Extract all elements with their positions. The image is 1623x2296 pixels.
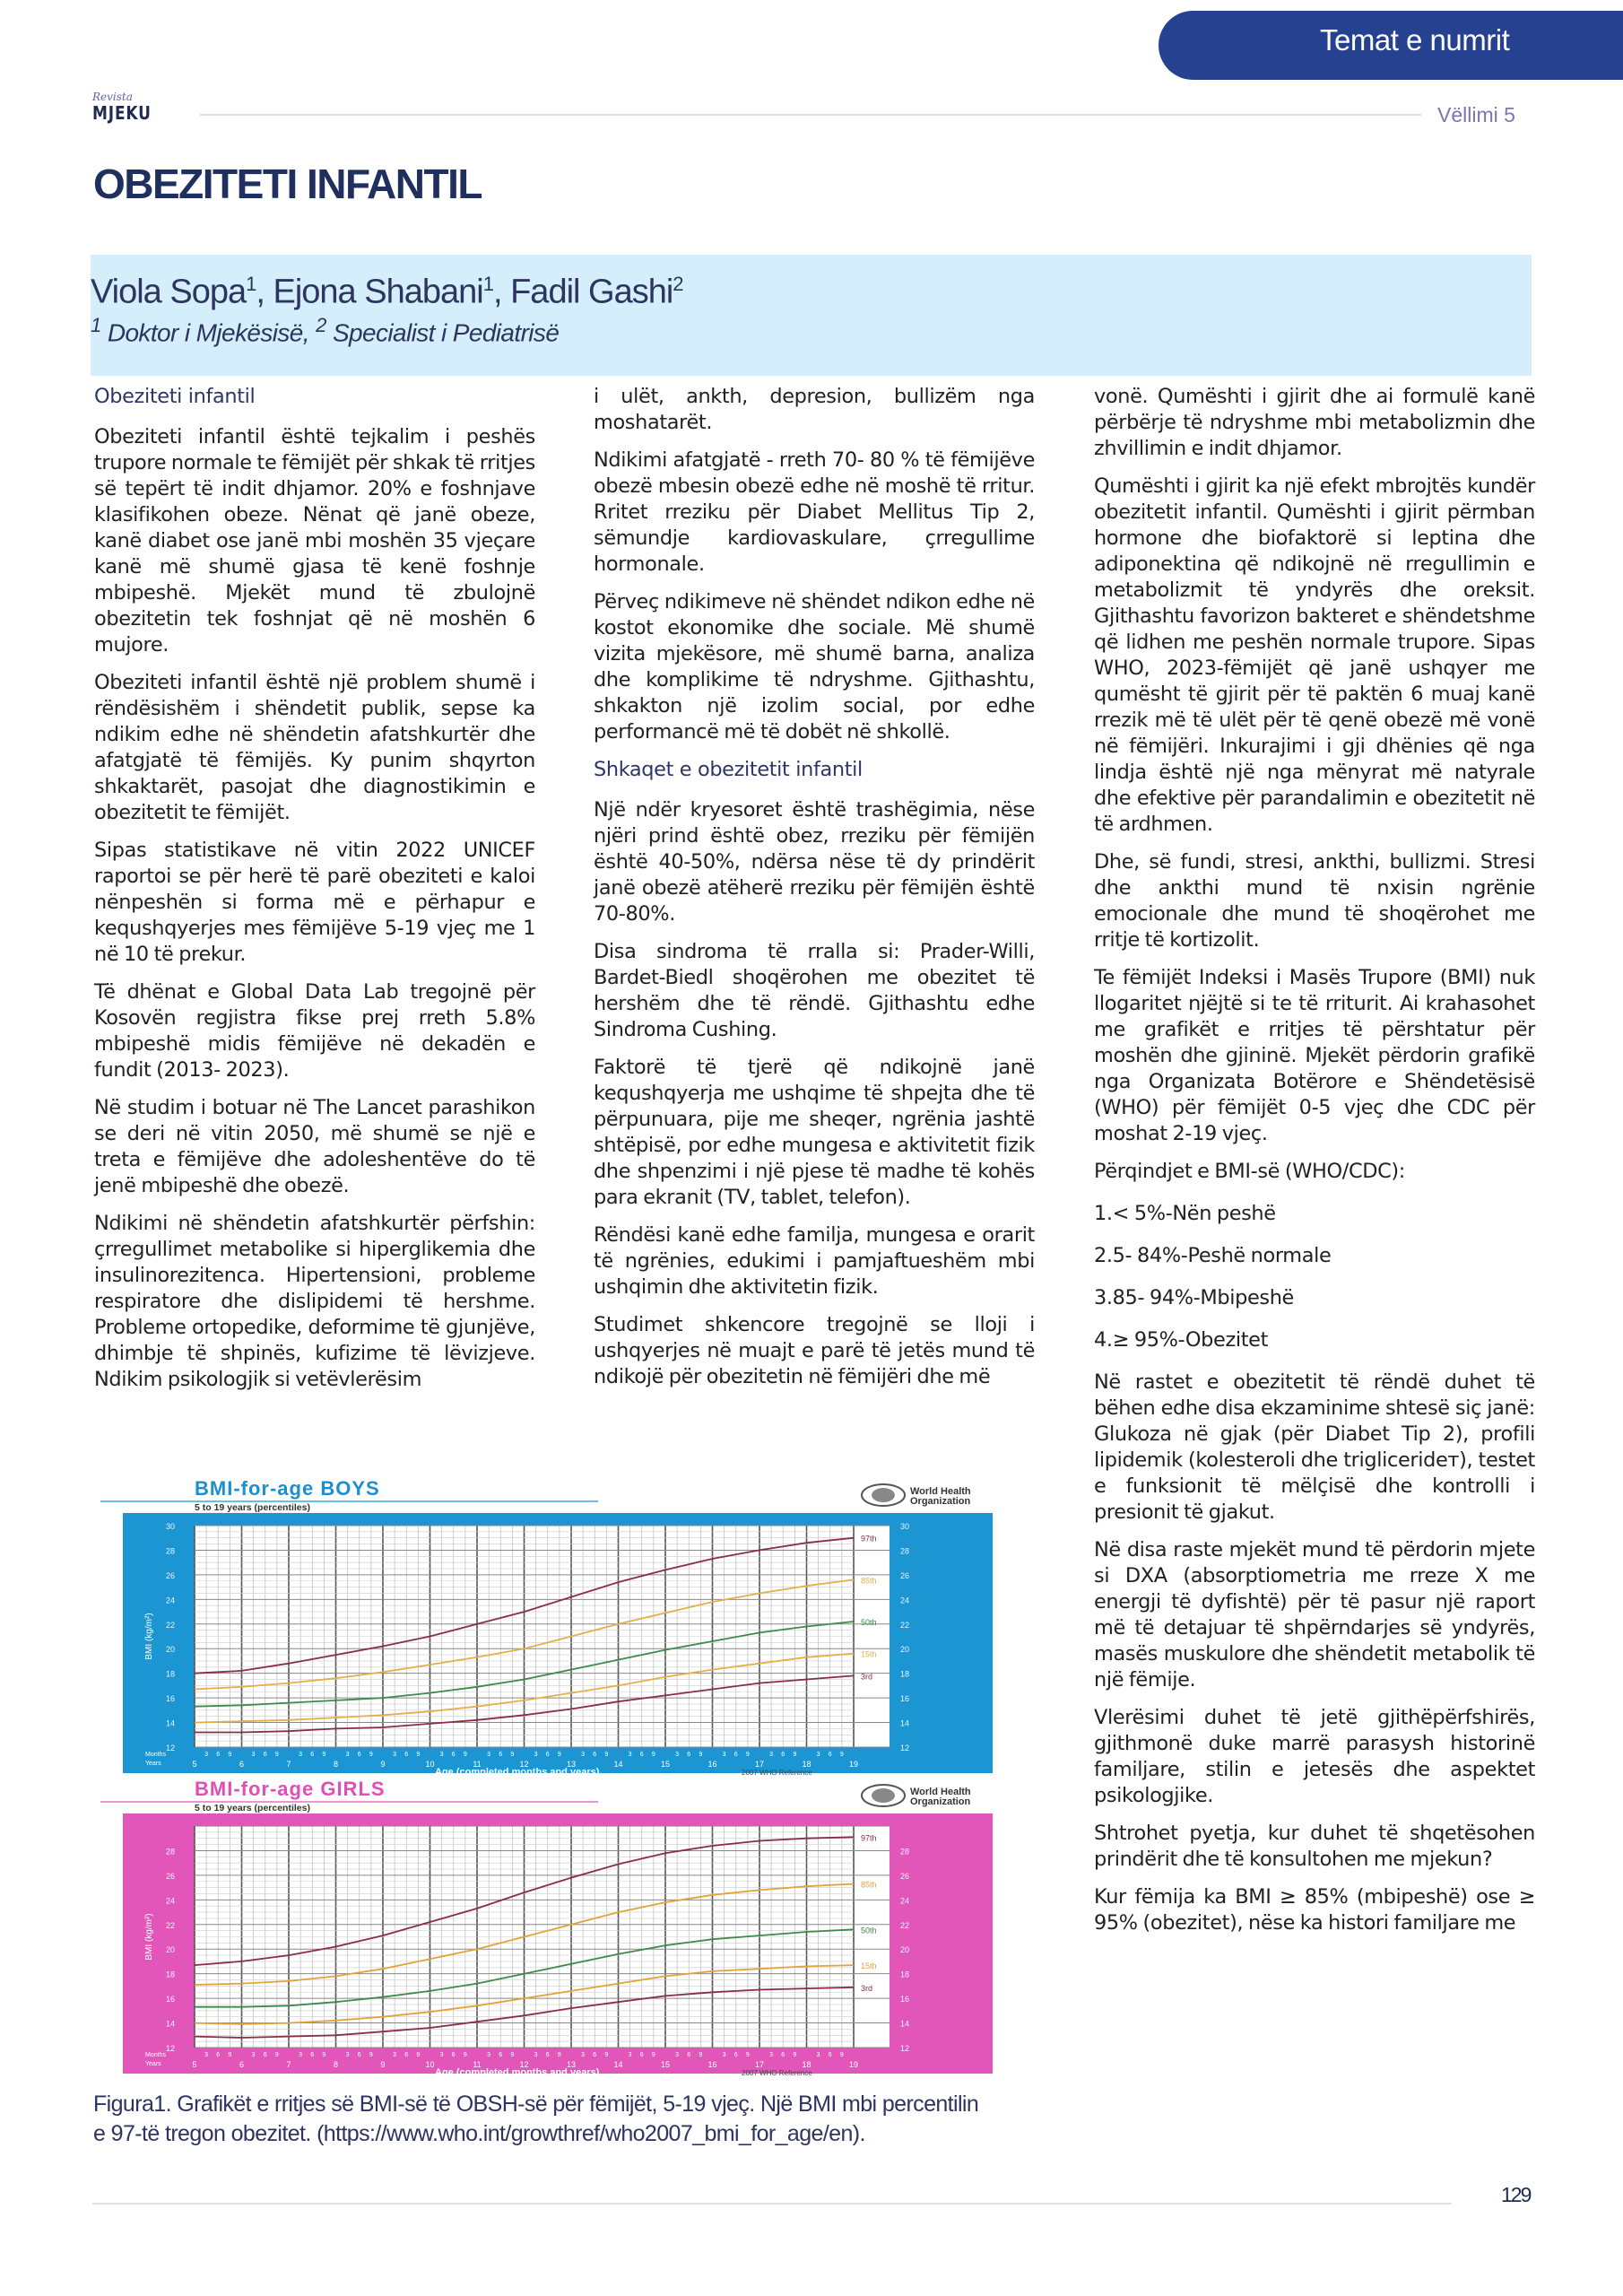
percentile-label: 97th	[861, 1833, 877, 1843]
x-month-label: 6	[733, 2052, 738, 2058]
x-row-label-years: Years	[145, 1761, 161, 1767]
paragraph: Faktorë të tjerë që ndikojnë janë kequshqyerja me ushqime të shpejta dhe të përpunuara, pije me sheqer, ngrënia jashtë shtëpisë, por edhe mungesa e aktivitetit fizik dhe shpenzimi i një pjese të madhe të kohës para ekranit (TV, tablet, telefon).	[594, 1056, 1035, 1209]
paragraph: Të dhënat e Global Data Lab tregojnë për Kosovën regjistra fikse prej rreth 5.8% mbipeshë midis fëmijëve në dekadën e fundit (2013- 2023).	[94, 980, 535, 1082]
y-tick-label-right: 22	[900, 1620, 910, 1630]
x-month-label: 6	[451, 2052, 456, 2058]
header-divider	[200, 114, 1421, 116]
y-tick-label-right: 22	[900, 1920, 910, 1930]
x-month-label: 3	[345, 2052, 350, 2058]
article-title: OBEZITETI INFANTIL	[93, 161, 482, 207]
x-month-label: 3	[393, 1752, 397, 1758]
x-month-label: 3	[816, 1752, 820, 1758]
chart-girls-svg	[96, 1776, 1033, 2076]
x-month-label: 3	[769, 1752, 774, 1758]
paragraph: Ndikimi në shëndetin afatshkurtër përfshin: çrregullimet metabolike si hiperglikemia dhe insulinorezitenca. Hipertensioni, probleme respiratore dhe dislipidemi të hershme. Probleme ortopedike, deformime të gjunjëve, dhimbje të shpinës, kufizime të lëvizjeve. Ndikim psikologjik si vetëvlerësim	[94, 1212, 535, 1391]
percentile-label: 15th	[861, 1961, 877, 1971]
section-heading: Obeziteti infantil	[94, 385, 256, 408]
x-month-label: 9	[793, 2052, 797, 2058]
x-tick-label: 12	[519, 2060, 529, 2069]
paragraph: i ulët, ankth, depresion, bullizëm nga moshatarët.	[594, 385, 1035, 434]
paragraph: Obeziteti infantil është një problem shumë i rëndësishëm i shëndetit publik, sepse ka ndikim edhe në shëndetin afatshkurtër dhe afatgjatë të fëmijës. Ky punim shqyrton shkaktarët, pasojat dhe diagnostikimin e obezitetit te fëmijët.	[94, 671, 535, 824]
y-tick-label-right: 28	[900, 1546, 910, 1556]
paragraph: Studimet shkencore tregojnë se lloji i ushqyerjes në muajt e parë të jetës mund të ndikojë për obezitetin në fëmijëri dhe më	[594, 1313, 1035, 1388]
x-tick-label: 18	[802, 1760, 812, 1769]
x-month-label: 6	[639, 1752, 644, 1758]
y-tick-label-right: 24	[900, 1896, 910, 1906]
x-tick-label: 7	[286, 1760, 291, 1769]
x-month-label: 3	[581, 2052, 586, 2058]
list-item: 3.85- 94%-Mbipeshë	[1094, 1286, 1294, 1309]
y-tick-label-left: 20	[165, 1945, 175, 1955]
paragraph: vonë. Qumështi i gjirit dhe ai formulë kanë përbërje të ndryshme mbi metabolizmin dhe zhvillimin e indit dhjamor.	[1094, 385, 1535, 460]
y-axis-label: BMI (kg/m²)	[144, 1913, 154, 1961]
x-month-label: 6	[451, 1752, 456, 1758]
x-month-label: 9	[322, 2052, 326, 2058]
paragraph: Kur fëmija ka BMI ≥ 85% (mbipeshë) ose ≥ 95% (obezitet), nëse ka histori familjare me	[1094, 1885, 1535, 1935]
x-month-label: 9	[416, 2052, 421, 2058]
x-month-label: 9	[699, 2052, 703, 2058]
who-name-line1: World Health	[910, 1787, 971, 1797]
x-month-label: 9	[557, 1752, 561, 1758]
author-name: Viola Sopa	[91, 273, 247, 311]
x-month-label: 9	[651, 2052, 655, 2058]
x-month-label: 9	[228, 1752, 232, 1758]
y-tick-label-left: 28	[165, 1546, 175, 1556]
y-tick-label-left: 16	[165, 1694, 175, 1704]
x-month-label: 9	[745, 2052, 750, 2058]
paragraph: Qumështi i gjirit ka një efekt mbrojtës kundër obezitetit infantil. Qumështi i gjirit përmban hormone dhe biofaktorë si leptina dhe adiponektina që ndikojnë në rregullimin e metabolizmit të yndyrës dhe oreksit. Gjithashtu favorizon bakteret e shëndetshme që lidhen me peshën normale trupore. Sipas WHO, 2023-fëmijët që janë ushqyer me qumësht të gjirit për të paktën 6 muaj kanë rrezik më të ulët për të qenë obezë më vonë në fëmijëri. Inkurajimi i gji dhënies që nga lindja është një nga mënyrat më natyrale dhe efektive për parandalimin e obezitetit në të ardhmen.	[1094, 474, 1535, 836]
paragraph: Rëndësi kanë edhe familja, mungesa e orarit të ngrënies, edukimi i pamjaftueshëm mbi ushqimin dhe aktivitetin fizik.	[594, 1223, 1035, 1299]
x-tick-label: 8	[333, 1760, 339, 1769]
x-axis-label: Age (completed months and years)	[435, 2067, 600, 2076]
x-tick-label: 11	[473, 1760, 482, 1769]
x-month-label: 3	[675, 1752, 680, 1758]
x-month-label: 6	[263, 1752, 267, 1758]
x-month-label: 6	[499, 1752, 503, 1758]
x-month-label: 9	[463, 2052, 467, 2058]
paragraph: Ndikimi afatgjatë - rreth 70- 80 % të fëmijëve obezë mbesin obezë edhe në moshë të rritur. Rritet rreziku për Diabet Mellitus Tip 2, sëmundje kardiovaskulare, çrregullime hormonale.	[594, 448, 1035, 576]
journal-logo	[92, 91, 161, 123]
x-month-label: 9	[604, 2052, 609, 2058]
y-tick-label-left: 14	[165, 1718, 175, 1728]
percentile-label: 15th	[861, 1649, 877, 1659]
x-month-label: 3	[722, 2052, 726, 2058]
y-tick-label-left: 20	[165, 1645, 175, 1655]
paragraph: Në studim i botuar në The Lancet parashikon se deri në vitin 2050, më shumë se një e treta e fëmijëve dhe adoleshentëve do të jenë mbipeshë dhe obezë.	[94, 1096, 535, 1197]
x-tick-label: 9	[380, 1760, 386, 1769]
paragraph: Vlerësimi duhet të jetë gjithëpërfshirës, gjithmonë duke marrë parasysh historinë familjare, stilin e jetesës dhe aspektet psikologjike.	[1094, 1706, 1535, 1807]
y-tick-label-left: 12	[165, 1744, 175, 1752]
volume-label: Vëllimi 5	[1437, 103, 1515, 126]
x-tick-label: 8	[333, 2060, 339, 2069]
percentile-label: 50th	[861, 1926, 877, 1935]
x-month-label: 6	[545, 1752, 550, 1758]
x-month-label: 3	[393, 2052, 397, 2058]
x-tick-label: 15	[660, 1760, 671, 1769]
affiliation: Specialist i Pediatrisë	[332, 318, 560, 347]
x-tick-label: 16	[707, 1760, 717, 1769]
who-name-line2: Organization	[910, 1496, 971, 1507]
y-tick-label-right: 18	[900, 1669, 910, 1679]
list-item: 2.5- 84%-Peshë normale	[1094, 1244, 1332, 1267]
y-tick-label-left: 18	[165, 1669, 175, 1679]
y-tick-label-left: 22	[165, 1920, 175, 1930]
y-tick-label-left: 24	[165, 1596, 175, 1605]
y-tick-label-right: 12	[900, 1744, 910, 1752]
x-month-label: 6	[687, 2052, 691, 2058]
author-box	[91, 255, 1532, 376]
x-month-label: 9	[604, 1752, 609, 1758]
y-tick-label-right: 20	[900, 1945, 910, 1955]
x-month-label: 3	[299, 1752, 303, 1758]
paragraph: Dhe, së fundi, stresi, ankthi, bullizmi. Stresi dhe ankthi mund të nxisin ngrënie emocionale dhe mund të shoqërohet me rritje të kortizolit.	[1094, 850, 1535, 952]
y-tick-label-left: 24	[165, 1896, 175, 1906]
y-axis-label: BMI (kg/m²)	[144, 1613, 154, 1660]
x-month-label: 9	[651, 1752, 655, 1758]
x-row-label-months: Months	[145, 1752, 166, 1758]
x-month-label: 6	[781, 2052, 785, 2058]
chart-subtitle: 5 to 19 years (percentiles)	[195, 1502, 310, 1513]
x-tick-label: 19	[848, 1760, 859, 1769]
x-month-label: 6	[404, 2052, 409, 2058]
x-month-label: 6	[828, 1752, 832, 1758]
x-month-label: 3	[439, 1752, 444, 1758]
y-tick-label-left: 18	[165, 1970, 175, 1979]
x-tick-label: 11	[473, 2060, 482, 2069]
x-month-label: 9	[463, 1752, 467, 1758]
x-tick-label: 14	[613, 1760, 623, 1769]
x-month-label: 3	[769, 2052, 774, 2058]
who-name-line1: World Health	[910, 1486, 971, 1497]
x-tick-label: 17	[754, 1760, 765, 1769]
paragraph: Obeziteti infantil është tejkalim i peshës trupore normale te fëmijët për shkak të rritjes së tepërt të indit dhjamor. 20% e foshnjave klasifikohen obeze. Nënat që janë obeze, kanë diabet ose janë mbi moshën 35 vjeçare kanë më shumë gjasa të kenë foshnje mbipeshë. Mjekët mund të zbulojnë obezitetin tek foshnjat që në moshën 6 mujore.	[94, 425, 535, 657]
y-tick-label-left: 12	[165, 2044, 175, 2053]
percentile-label: 50th	[861, 1618, 877, 1628]
x-tick-label: 7	[286, 2060, 291, 2069]
x-month-label: 9	[793, 1752, 797, 1758]
x-tick-label: 5	[192, 2060, 197, 2069]
x-tick-label: 6	[239, 1760, 245, 1769]
x-month-label: 3	[487, 2052, 491, 2058]
x-tick-label: 13	[566, 1760, 577, 1769]
x-tick-label: 13	[566, 2060, 577, 2069]
x-month-label: 3	[816, 2052, 820, 2058]
percentile-label: 85th	[861, 1880, 877, 1890]
x-month-label: 6	[687, 1752, 691, 1758]
y-tick-label-left: 26	[165, 1871, 175, 1881]
affiliations	[91, 314, 559, 347]
logo-big-text: MJEKU	[92, 102, 152, 124]
x-month-label: 3	[534, 1752, 538, 1758]
x-row-label-months: Months	[145, 2052, 166, 2058]
who-globe-icon	[872, 1788, 895, 1803]
y-tick-label-right: 24	[900, 1596, 910, 1605]
y-tick-label-right: 14	[900, 2019, 910, 2029]
chart-subtitle: 5 to 19 years (percentiles)	[195, 1803, 310, 1813]
x-month-label: 9	[322, 1752, 326, 1758]
x-month-label: 6	[263, 2052, 267, 2058]
author-name: Ejona Shabani	[273, 273, 483, 311]
x-month-label: 6	[216, 1752, 221, 1758]
x-month-label: 9	[557, 2052, 561, 2058]
chart-girls	[96, 1776, 1033, 2076]
who-name-line2: Organization	[910, 1796, 971, 1807]
y-tick-label-right: 16	[900, 1995, 910, 2005]
y-tick-label-right: 18	[900, 1970, 910, 1979]
y-tick-label-right: 16	[900, 1694, 910, 1704]
x-month-label: 9	[228, 2052, 232, 2058]
text-column-3	[1094, 384, 1535, 1948]
x-month-label: 3	[628, 2052, 632, 2058]
x-month-label: 6	[310, 1752, 315, 1758]
x-tick-label: 12	[519, 1760, 529, 1769]
x-month-label: 6	[310, 2052, 315, 2058]
x-month-label: 3	[628, 1752, 632, 1758]
percentile-label: 97th	[861, 1534, 877, 1544]
x-month-label: 3	[722, 1752, 726, 1758]
y-tick-label-right: 26	[900, 1871, 910, 1881]
caption-line: Figura1. Grafikët e rritjes së BMI-së të OBSH-së për fëmijët, 5-19 vjeç. Një BMI mbi percentilin	[93, 2092, 979, 2117]
y-tick-label-left: 30	[165, 1522, 175, 1531]
caption-line: e 97-të tregon obezitet. (https://www.who.int/growthref/who2007_bmi_for_age/en).	[93, 2121, 865, 2146]
x-month-label: 6	[593, 2052, 597, 2058]
y-tick-label-right: 14	[900, 1718, 910, 1728]
list-item: 1.< 5%-Nën peshë	[1094, 1202, 1276, 1225]
chart-boys-svg	[96, 1475, 1033, 1776]
x-row-label-years: Years	[145, 2061, 161, 2067]
author-sup: 2	[673, 273, 683, 295]
list-intro: Përqindjet e BMI-së (WHO/CDC):	[1094, 1160, 1406, 1183]
x-tick-label: 18	[802, 2060, 812, 2069]
text-column-1	[94, 384, 535, 1405]
affil-sup: 2	[316, 314, 326, 336]
x-month-label: 9	[416, 1752, 421, 1758]
x-month-label: 9	[510, 2052, 515, 2058]
y-tick-label-left: 28	[165, 1847, 175, 1857]
x-month-label: 9	[274, 2052, 279, 2058]
page-number: 129	[1501, 2183, 1531, 2206]
x-month-label: 6	[216, 2052, 221, 2058]
author-sup: 1	[482, 273, 493, 295]
section-heading: Shkaqet e obezitetit infantil	[594, 758, 863, 781]
paragraph: Në disa raste mjekët mund të përdorin mjete si DXA (absorptiometria me rreze X me energji të dyfishtë) për të pasur një raport më të detajuar të shpërndarjes së yndyrës, masës muskulore dhe shëndetit metabolik të një fëmije.	[1094, 1538, 1535, 1692]
affil-sup: 1	[91, 314, 101, 336]
x-month-label: 3	[251, 1752, 256, 1758]
x-month-label: 9	[510, 1752, 515, 1758]
x-month-label: 3	[204, 2052, 209, 2058]
paragraph: Shtrohet pyetja, kur duhet të shqetësohen prindërit dhe të konsultohen me mjekun?	[1094, 1822, 1535, 1871]
x-month-label: 9	[745, 1752, 750, 1758]
logo-small-text: Revista	[92, 91, 133, 103]
paragraph: Në rastet e obezitetit të rëndë duhet të bëhen edhe disa ekzaminime shtesë siç janë: Glukoza në gjak (për Diabet Tip 2), profili lipidemik (kolesteroli dhe triglicerideт), testet e funksionit të mëlçisë dhe kontrolli i presionit të gjakut.	[1094, 1370, 1535, 1524]
paragraph: Një ndër kryesoret është trashëgimia, nëse njëri prind është obez, rreziku për fëmijën është 40-50%, ndërsa nëse të dy prindërit janë obezë atëherë rreziku për fëmijën është 70-80%.	[594, 798, 1035, 926]
x-axis-label: Age (completed months and years)	[435, 1767, 600, 1776]
y-tick-label-right: 30	[900, 1522, 910, 1531]
x-month-label: 3	[534, 2052, 538, 2058]
x-month-label: 3	[251, 2052, 256, 2058]
x-month-label: 9	[369, 1752, 373, 1758]
x-month-label: 6	[593, 1752, 597, 1758]
y-tick-label-left: 22	[165, 1620, 175, 1630]
who-logo	[862, 1484, 971, 1507]
x-month-label: 3	[204, 1752, 209, 1758]
author-name: Fadil Gashi	[510, 273, 673, 311]
x-tick-label: 10	[425, 2060, 435, 2069]
section-tab	[1159, 11, 1623, 80]
paragraph: Sipas statistikave në vitin 2022 UNICEF raportoi se për herë të parë obeziteti e kaloi nënpeshën si forma më e përhapur e kequshqyerjes mes fëmijëve 5-19 vjeç me 1 në 10 të prekur.	[94, 839, 535, 966]
x-month-label: 6	[545, 2052, 550, 2058]
paragraph: Disa sindroma të rralla si: Prader-Willi, Bardet-Biedl shoqërohen me obezitet të hershëm dhe të rëndë. Gjithashtu edhe Sindroma Cushing.	[594, 940, 1035, 1041]
x-month-label: 9	[699, 1752, 703, 1758]
chart-title: BMI-for-age GIRLS	[195, 1778, 386, 1800]
x-tick-label: 19	[848, 2060, 859, 2069]
x-month-label: 3	[439, 2052, 444, 2058]
x-tick-label: 9	[380, 2060, 386, 2069]
list-item: 4.≥ 95%-Obezitet	[1094, 1328, 1269, 1352]
chart-boys	[96, 1475, 1033, 1776]
who-globe-icon	[872, 1488, 895, 1502]
x-month-label: 6	[828, 2052, 832, 2058]
text-column-2	[594, 384, 1035, 1402]
footer-divider	[92, 2203, 1452, 2205]
x-tick-label: 17	[754, 2060, 765, 2069]
x-month-label: 6	[781, 1752, 785, 1758]
x-month-label: 3	[675, 2052, 680, 2058]
paragraph: Te fëmijët Indeksi i Masës Trupore (BMI) nuk llogaritet njëjtë si te të rriturit. Ai krahasohet me grafikët e rritjes të përshtatur për moshën dhe gjininë. Mjekët përdorin grafikë nga Organizata Botërore e Shëndetësisë (WHO) për fëmijët 0-5 vjeç dhe CDC për moshat 2-19 vjeç.	[1094, 966, 1535, 1145]
x-month-label: 6	[733, 1752, 738, 1758]
x-month-label: 3	[299, 2052, 303, 2058]
x-month-label: 3	[581, 1752, 586, 1758]
who-logo	[862, 1785, 971, 1807]
x-tick-label: 14	[613, 2060, 623, 2069]
x-month-label: 9	[839, 1752, 844, 1758]
figure-caption	[93, 2090, 1044, 2149]
percentile-label: 85th	[861, 1576, 877, 1586]
x-month-label: 9	[274, 1752, 279, 1758]
percentile-label: 3rd	[861, 1672, 873, 1682]
y-tick-label-right: 28	[900, 1847, 910, 1857]
x-month-label: 6	[404, 1752, 409, 1758]
figure-bmi-charts	[96, 1475, 1033, 2076]
x-month-label: 6	[639, 2052, 644, 2058]
x-tick-label: 5	[192, 1760, 197, 1769]
x-tick-label: 15	[660, 2060, 671, 2069]
y-tick-label-right: 26	[900, 1570, 910, 1580]
x-tick-label: 16	[707, 2060, 717, 2069]
x-tick-label: 6	[239, 2060, 245, 2069]
chart-reference: 2007 WHO Reference	[742, 1769, 812, 1776]
x-month-label: 3	[487, 1752, 491, 1758]
y-tick-label-right: 20	[900, 1645, 910, 1655]
y-tick-label-left: 16	[165, 1995, 175, 2005]
x-month-label: 9	[369, 2052, 373, 2058]
chart-title: BMI-for-age BOYS	[195, 1477, 380, 1500]
y-tick-label-left: 26	[165, 1570, 175, 1580]
chart-reference: 2007 WHO Reference	[742, 2069, 812, 2076]
paragraph: Përveç ndikimeve në shëndet ndikon edhe në kostot ekonomike dhe sociale. Më shumë vizita mjekësore, më shumë barna, analiza dhe komplikime të ndryshme. Gjithashtu, shkakton një izolim social, por edhe performancë më të dobët në shkollë.	[594, 590, 1035, 744]
x-month-label: 3	[345, 1752, 350, 1758]
x-tick-label: 10	[425, 1760, 435, 1769]
percentile-label: 3rd	[861, 1983, 873, 1993]
affiliation: Doktor i Mjekësisë,	[107, 318, 309, 347]
y-tick-label-left: 14	[165, 2019, 175, 2029]
x-month-label: 6	[499, 2052, 503, 2058]
x-month-label: 6	[357, 2052, 361, 2058]
author-list: Viola Sopa$^1$, Ejona Shabani$^1$, Fadil Gashi$^2$	[91, 273, 683, 311]
x-month-label: 9	[839, 2052, 844, 2058]
y-tick-label-right: 12	[900, 2044, 910, 2053]
x-month-label: 6	[357, 1752, 361, 1758]
section-tab-label: Temat e numrit	[1320, 23, 1510, 57]
author-sup: 1	[246, 273, 256, 295]
